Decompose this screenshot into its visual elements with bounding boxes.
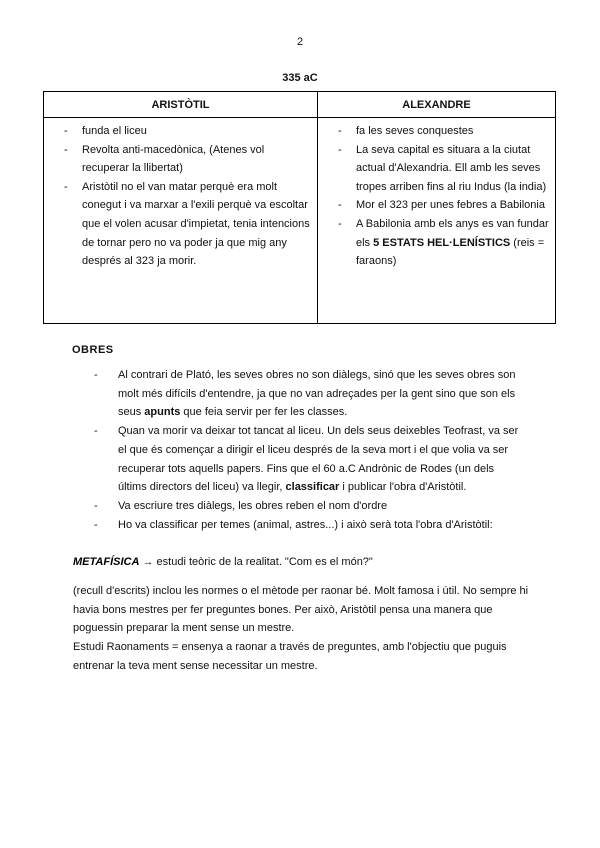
obres-heading: OBRES (72, 344, 114, 356)
item-text: Ho va classificar per temes (animal, astres...) i això serà tota l'obra d'Aristòtil: (118, 518, 493, 531)
item-text: Aristòtil no el van matar perquè era molt conegut i va marxar a l'exili perquè va escoltar que el volen acusar d'impietat, tenia intencions de tornar pero no va poder ja que mig any després al 323 ja morir. (82, 180, 310, 268)
header-aristotil: ARISTÒTIL (44, 92, 318, 118)
paragraph: Estudi Raonaments = ensenya a raonar a través de preguntes, amb l'objectiu que puguis entrenar la teva ment sense necessitar un mestre. (73, 641, 507, 672)
aristotil-cell (44, 118, 318, 324)
item-text: La seva capital es situara a la ciutat actual d'Alexandria. Ell amb les seves tropes arriben fins al riu Indus (la india) (356, 143, 547, 193)
item-text: i publicar l'obra d'Aristòtil. (339, 481, 467, 494)
obres-list (90, 366, 520, 534)
item-text: Va escriure tres diàlegs, les obres reben el nom d'ordre (118, 499, 388, 512)
metafisica-line (73, 556, 373, 568)
alexandre-cell (318, 118, 556, 324)
list-item (90, 422, 520, 497)
item-text: que feia servir per fer les classes. (180, 406, 348, 419)
header-alexandre: ALEXANDRE (318, 92, 556, 118)
alexandre-list (324, 122, 549, 271)
table-title: 335 aC (282, 72, 318, 84)
metafisica-title: METAFÍSICA (73, 556, 140, 568)
item-text: (reis = faraons) (356, 236, 545, 268)
page-number: 2 (296, 36, 304, 48)
arrow-icon: → (142, 556, 154, 568)
bold-text: apunts (144, 406, 181, 419)
item-text: Revolta anti-macedònica, (Atenes vol recuperar la llibertat) (82, 143, 265, 175)
metafisica-definition: estudi teòric de la realitat. "Com es el món?" (156, 556, 373, 568)
list-item (324, 141, 549, 197)
item-text: Quan va morir va deixar tot tancat al liceu. Un dels seus deixebles Teofrast, va ser el que és començar a dirigir el liceu després de la seva mort i el que volia va ser recuperar tots aquells papers. Fins que el 60 a.C Andrònic de Rodes (un dels últims directors del liceu) va llegir, (118, 425, 519, 494)
item-text: Mor el 323 per unes febres a Babilonia (356, 199, 545, 212)
paragraph: (recull d'escrits) inclou les normes o el mètode per raonar bé. Molt famosa i útil. No sempre hi havia bons mestres per fer preguntes bones. Per això, Aristòtil pensa una manera que poguessin preparar la ment sense un mestre. (73, 585, 529, 635)
bold-text: classificar (285, 481, 340, 494)
list-item (324, 122, 549, 141)
list-item (50, 122, 311, 141)
item-text: A Babilonia amb els anys es van fundar els (356, 217, 549, 249)
body-paragraphs (73, 582, 533, 676)
list-item (324, 196, 549, 215)
list-item (90, 366, 520, 422)
item-text: fa les seves conquestes (356, 125, 474, 137)
list-item (90, 497, 520, 516)
list-item (324, 215, 549, 271)
bold-text: 5 ESTATS HEL·LENÍSTICS (373, 236, 511, 249)
list-item (90, 516, 520, 535)
item-text: Al contrari de Plató, les seves obres no son diàlegs, sinó que les seves obres son molt més difícils d'entendre, ja que no van adreçades per la gent sino que son els seus (118, 369, 516, 419)
list-item (50, 141, 311, 178)
item-text: funda el liceu (82, 125, 147, 137)
comparison-table (43, 91, 556, 324)
list-item (50, 178, 311, 271)
aristotil-list (50, 122, 311, 271)
